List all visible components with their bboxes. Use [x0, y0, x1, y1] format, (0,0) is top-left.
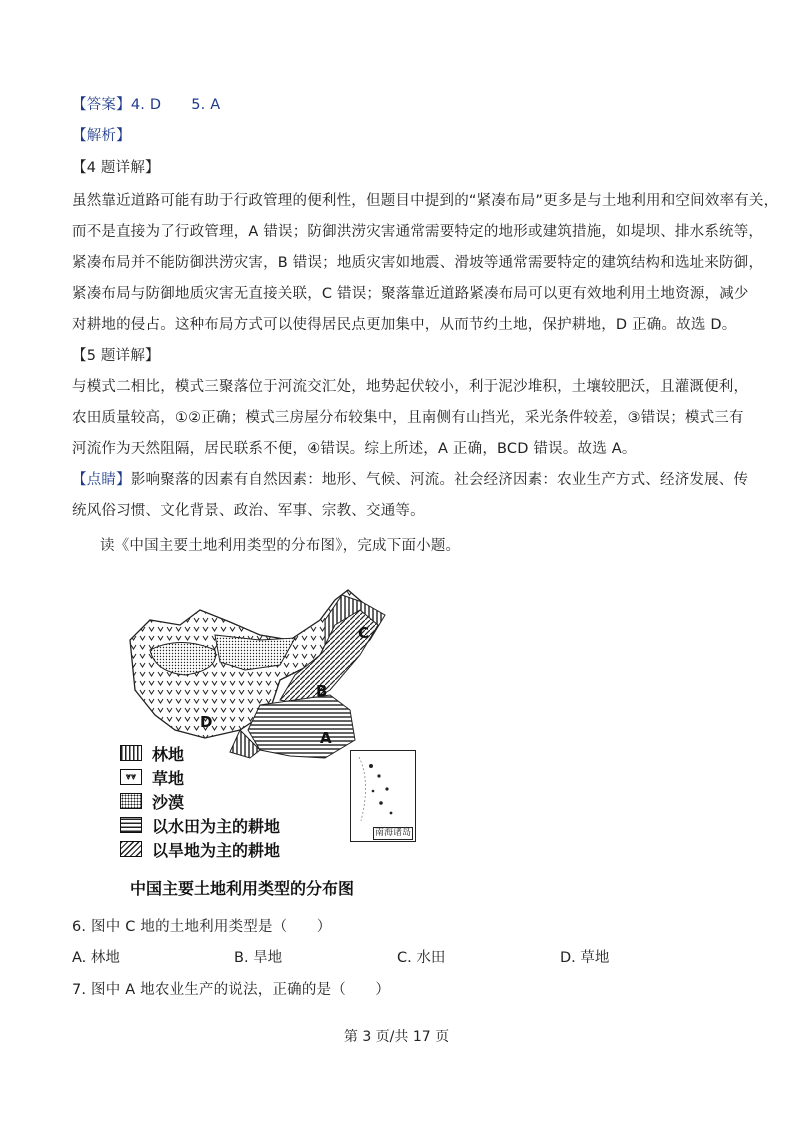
q7-stem: 7. 图中 A 地农业生产的说法，正确的是（ ）	[72, 982, 391, 998]
legend-desert-swatch	[120, 793, 142, 809]
figure-title: 中国主要土地利用类型的分布图	[130, 879, 355, 898]
q6-stem: 6. 图中 C 地的土地利用类型是（ ）	[72, 919, 332, 935]
legend-dryland-label: 以旱地为主的耕地	[152, 840, 281, 860]
answer-label: 【答案】	[72, 97, 131, 113]
legend-forest-swatch	[120, 745, 142, 761]
answer-line	[72, 95, 220, 115]
dianjing-line-2: 统风俗习惯、文化背景、政治、军事、宗教、交通等。	[72, 503, 425, 519]
legend-dryland	[120, 838, 280, 860]
legend-paddy-label: 以水田为主的耕地	[152, 816, 281, 836]
map-label-a: A	[320, 729, 332, 747]
legend-paddy	[120, 814, 280, 836]
q4-label: 【4 题详解】	[72, 160, 160, 176]
q6-option-c[interactable]: C. 水田	[397, 950, 446, 966]
q4-line-3: 紧凑布局并不能防御洪涝灾害，B 错误；地质灾害如地震、滑坡等通常需要特定的建筑结构和选址来防御，	[72, 255, 764, 271]
legend-desert	[120, 790, 184, 812]
q5-line-3: 河流作为天然阻隔，居民联系不便，④错误。综上所述，A 正确，BCD 错误。故选 A。	[72, 441, 637, 457]
paddy-region	[248, 695, 355, 758]
legend-paddy-swatch	[120, 817, 142, 833]
map-label-c: C	[358, 624, 370, 642]
dianjing-line-1	[72, 470, 748, 490]
legend-grassland-label: 草地	[152, 768, 185, 788]
china-map	[120, 580, 420, 760]
q6-option-a[interactable]: A. 林地	[72, 950, 120, 966]
land-use-map-figure	[120, 580, 420, 902]
dianjing-text-1: 影响聚落的因素有自然因素：地形、气候、河流。社会经济因素：农业生产方式、经济发展、传	[130, 472, 749, 488]
q4-line-2: 而不是直接为了行政管理，A 错误；防御洪涝灾害通常需要特定的地形或建筑措施，如堤坝、排水系统等，	[72, 224, 764, 240]
inset-label: 南海诸岛	[374, 828, 411, 838]
q5-line-2: 农田质量较高，①②正确；模式三房屋分布较集中，且南侧有山挡光，采光条件较差，③错误；模式三有	[72, 410, 744, 426]
q4-line-5: 对耕地的侵占。这种布局方式可以使得居民点更加集中，从而节约土地，保护耕地，D 正确。故选 D。	[72, 317, 737, 333]
dianjing-label: 【点睛】	[72, 472, 131, 488]
answer-text-5: 5. A	[191, 97, 221, 113]
map-label-b: B	[316, 682, 328, 700]
q4-line-4: 紧凑布局与防御地质灾害无直接关联，C 错误；聚落靠近道路紧凑布局可以更有效地利用土地资源，减少	[72, 286, 749, 302]
legend-forest-label: 林地	[152, 744, 185, 764]
q4-line-1: 虽然靠近道路可能有助于行政管理的便利性，但题目中提到的“紧凑布局”更多是与土地利用和空间效率有关，	[72, 193, 779, 209]
legend-grassland	[120, 766, 184, 788]
analysis-label: 【解析】	[72, 128, 131, 144]
legend-forest	[120, 742, 184, 764]
intro-text: 读《中国主要土地利用类型的分布图》，完成下面小题。	[100, 538, 461, 554]
inset-islands	[351, 751, 415, 831]
q6-option-b[interactable]: B. 旱地	[234, 950, 283, 966]
south-china-sea-inset	[350, 750, 416, 842]
answer-text-4: 4. D	[130, 97, 162, 113]
map-label-d: D	[200, 713, 213, 731]
page-footer: 第 3 页/共 17 页	[343, 1029, 450, 1045]
legend-grassland-swatch: ⩔⩔	[120, 769, 142, 785]
legend-desert-label: 沙漠	[152, 792, 185, 812]
q5-line-1: 与模式二相比，模式三聚落位于河流交汇处，地势起伏较小，利于泥沙堆积，土壤较肥沃，且灌溉便利，	[72, 379, 749, 395]
q6-option-d[interactable]: D. 草地	[560, 950, 610, 966]
q5-label: 【5 题详解】	[72, 348, 160, 364]
legend-dryland-swatch	[120, 841, 142, 857]
